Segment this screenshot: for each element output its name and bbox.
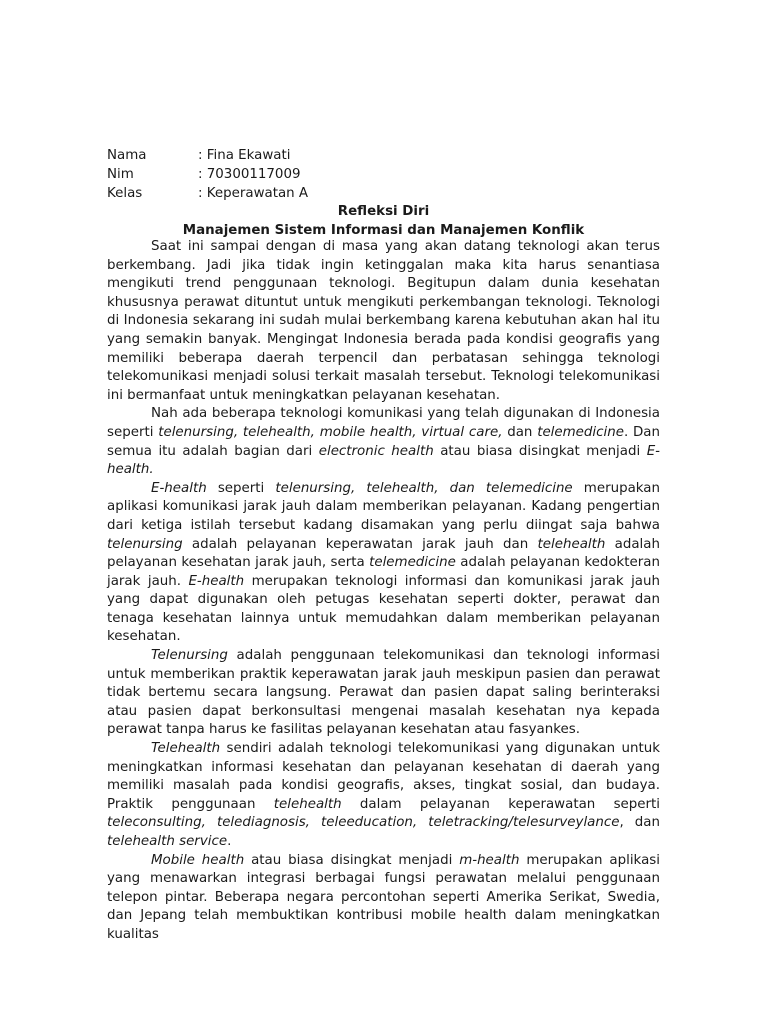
p5-text-f: , dan [619,815,660,831]
nim-label: Nim [107,167,134,182]
title-line-1: Refleksi Diri [337,204,430,219]
p3-text-j: adalah pelayanan kedokteran jarak jauh. [107,555,660,589]
nim-row [107,166,308,185]
p5-text-d: dalam pelayanan keperawatan seperti [341,796,661,812]
p2-italic-d: telemedicine [537,424,624,440]
paragraph-4 [107,647,660,740]
p3-italic-i: telemedicine [369,555,456,571]
p3-text-d: merupakan aplikasi komunikasi jarak jauh dalam memberikan pelayanan. Kadang pengertian dari ketiga istilah tersebut kadang disamakan yang perlu diingat saja bahwa [107,480,660,533]
document-body [107,238,660,945]
p2-text-e: . Dan semua itu adalah bagian dari [107,424,660,459]
paragraph-6 [107,852,660,945]
p3-text-h: adalah pelayanan kesehatan jarak jauh, serta [107,536,660,571]
p3-italic-k: E-health [188,573,245,589]
kelas-label: Kelas [107,186,143,201]
p6-text-d: merupakan aplikasi yang menawarkan integrasi berbagai fungsi perawatan melalui penggunaan telepon pintar. Beberapa negara percontohan seperti Amerika Serikat, Swedia, dan Jepang telah membuktikan kontribusi mobile health dalam meningkatkan kualitas [107,852,660,942]
document-title [107,203,660,240]
p6-text-b: atau biasa disingkat menjadi [244,852,460,868]
p3-text-f: adalah pelayanan keperawatan jarak jauh dan [182,536,538,552]
p6-italic-a: Mobile health [151,852,245,868]
p2-italic-h: E-health. [107,443,660,478]
p2-text-g: atau biasa disingkat menjadi [433,443,647,459]
nama-row [107,147,308,166]
p3-text-l: merupakan teknologi informasi dan komunikasi jarak jauh yang dapat digunakan oleh petugas kesehatan seperti dokter, perawat dan tenaga kesehatan lainnya untuk memudahkan dalam memberikan pelayanan kesehatan. [107,573,660,645]
nama-label: Nama [107,148,147,163]
p6-italic-c: m-health [459,852,520,868]
p5-italic-a: Telehealth [151,741,221,757]
paragraph-5 [107,740,660,852]
p3-italic-c: telenursing, telehealth, dan telemedicine [275,480,573,496]
nama-value: : Fina Ekawati [198,148,291,163]
p5-italic-c: telehealth [273,796,342,812]
p3-italic-a: E-health [151,480,207,496]
p4-italic-a: Telenursing [151,648,228,664]
p5-italic-e: teleconsulting, telediagnosis, teleeducation, teletracking/telesurveylance [107,815,620,831]
p5-text-h: . [227,834,232,849]
p3-text-b: seperti [206,480,276,496]
p3-italic-g: telehealth [537,536,606,552]
p5-italic-g: telehealth service [107,834,228,849]
nim-value: : 70300117009 [198,167,301,182]
student-info [107,147,308,204]
p2-italic-f: electronic health [318,443,434,459]
paragraph-3 [107,480,660,647]
p2-text-c: dan [502,424,538,440]
kelas-row [107,185,308,204]
p2-text-a: Nah ada beberapa teknologi komunikasi yang telah digunakan di Indonesia seperti [107,406,660,440]
paragraph-2 [107,405,660,479]
p4-text-b: adalah penggunaan telekomunikasi dan teknologi informasi untuk memberikan praktik keperawatan jarak jauh meskipun pasien dan perawat tidak bertemu secara langsung. Perawat dan pasien dapat saling berinteraksi atau pasien dapat berkonsultasi mengenai masalah kesehatan nya kepada perawat tanpa harus ke fasilitas pelayanan kesehatan atau fasyankes. [107,648,660,738]
paragraph-1: Saat ini sampai dengan di masa yang akan datang teknologi akan terus berkembang. Jadi jika tidak ingin ketinggalan maka kita harus senantiasa mengikuti trend penggunaan teknologi. Begitupun dalam dunia kesehatan khususnya perawat dituntut untuk mengikuti perkembangan teknologi. Teknologi di Indonesia sekarang ini sudah mulai berkembang karena kebutuhan akan hal itu yang semakin banyak. Mengingat Indonesia berada pada kondisi geografis yang memiliki beberapa daerah terpencil dan perbatasan sehingga teknologi telekomunikasi menjadi solusi terkait masalah tersebut. Teknologi telekomunikasi ini bermanfaat untuk meningkatkan pelayanan kesehatan. [107,239,660,403]
p3-italic-e: telenursing [107,536,183,552]
p2-italic-b: telenursing, telehealth, mobile health, virtual care, [158,424,503,440]
title-line-2: Manajemen Sistem Informasi dan Manajemen Konflik [182,222,585,238]
kelas-value: : Keperawatan A [198,186,309,201]
p5-text-b: sendiri adalah teknologi telekomunikasi yang digunakan untuk meningkatkan informasi kesehatan dan pelayanan kesehatan di daerah yang memiliki masalah pada kondisi geografis, akses, tingkat sosial, dan budaya. Praktik penggunaan [107,741,660,812]
